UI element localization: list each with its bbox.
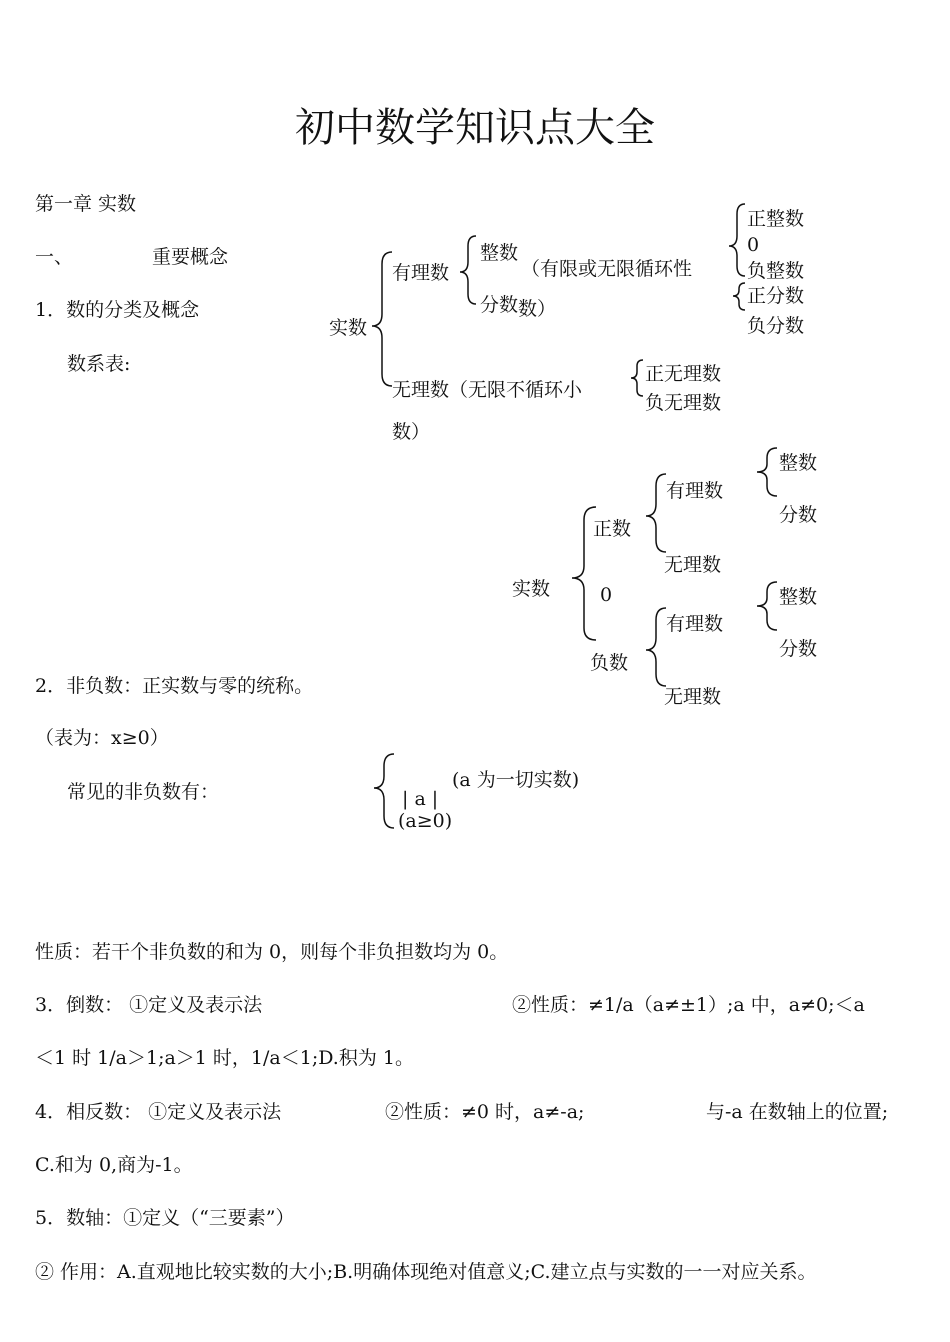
tree1-negative-integer: 负整数 — [747, 260, 805, 282]
item-4-position: 与-a 在数轴上的位置; — [706, 1101, 889, 1123]
tree1-rational-note-a: （有限或无限循环性 — [521, 258, 693, 280]
tree1-rational-note-b: 数） — [518, 298, 557, 320]
tree2-pos-integer: 整数 — [779, 452, 818, 474]
tree1-integer: 整数 — [480, 242, 519, 264]
tree2-root: 实数 — [512, 578, 551, 600]
tree2-neg-irrational: 无理数 — [664, 686, 722, 708]
number-table-label: 数系表: — [67, 353, 131, 375]
tree1-positive-irrational: 正无理数 — [645, 363, 722, 385]
tree1-irrational-a: 无理数（无限不循环小 — [392, 379, 583, 401]
tree2-neg-fraction: 分数 — [779, 638, 818, 660]
item-3-property-cont: ＜1 时 1/a＞1;a＞1 时，1/a＜1;D.积为 1。 — [35, 1047, 414, 1069]
item-4-property-cont: C.和为 0,商为-1。 — [35, 1154, 193, 1176]
tree1-negative-irrational: 负无理数 — [645, 392, 722, 414]
tree1-fraction: 分数 — [480, 294, 519, 316]
tree2-neg-rational: 有理数 — [666, 613, 724, 635]
item-5-heading: 5．数轴：①定义（“三要素”） — [35, 1207, 295, 1229]
section-title: 重要概念 — [152, 246, 229, 268]
item-2-heading: 2．非负数：正实数与零的统称。 — [35, 675, 314, 697]
tree1-negative-fraction: 负分数 — [747, 315, 805, 337]
item-5-usage: ② 作用：A.直观地比较实数的大小;B.明确体现绝对值意义;C.建立点与实数的一一对应关系。 — [35, 1261, 817, 1283]
item-3-property: ②性质：≠1/a（a≠±1）;a 中，a≠0;＜a — [512, 994, 865, 1016]
item-2-note: （表为：x≥0） — [35, 727, 169, 749]
tree1-root: 实数 — [329, 317, 368, 339]
tree2-pos-rational: 有理数 — [666, 480, 724, 502]
item-1-heading: 1．数的分类及概念 — [35, 299, 200, 321]
tree1-positive-integer: 正整数 — [747, 208, 805, 230]
tree2-pos-fraction: 分数 — [779, 504, 818, 526]
common-nonnegative-label: 常见的非负数有： — [67, 781, 220, 803]
tree1-rational: 有理数 — [392, 262, 450, 284]
tree1-zero: 0 — [747, 234, 760, 256]
tree1-positive-fraction: 正分数 — [747, 285, 805, 307]
tree2-positive: 正数 — [593, 518, 632, 540]
nonnegative-abs: | a | — [402, 788, 439, 810]
chapter-heading: 第一章 实数 — [35, 193, 137, 215]
nonnegative-property: 性质：若干个非负数的和为 0，则每个非负担数均为 0。 — [35, 941, 509, 963]
item-4-property: ②性质：≠0 时，a≠-a; — [385, 1101, 585, 1123]
nonnegative-note-b: (a≥0) — [398, 810, 453, 832]
tree2-neg-integer: 整数 — [779, 586, 818, 608]
nonnegative-note-a: (a 为一切实数) — [452, 769, 580, 791]
tree1-irrational-b: 数） — [392, 421, 431, 443]
item-4-definition: 4．相反数： ①定义及表示法 — [35, 1101, 282, 1123]
page-title: 初中数学知识点大全 — [295, 105, 655, 151]
tree2-pos-irrational: 无理数 — [664, 554, 722, 576]
section-number: 一、 — [35, 246, 74, 268]
tree2-negative: 负数 — [590, 652, 629, 674]
item-3-definition: 3．倒数： ①定义及表示法 — [35, 994, 263, 1016]
tree2-zero: 0 — [600, 584, 613, 606]
